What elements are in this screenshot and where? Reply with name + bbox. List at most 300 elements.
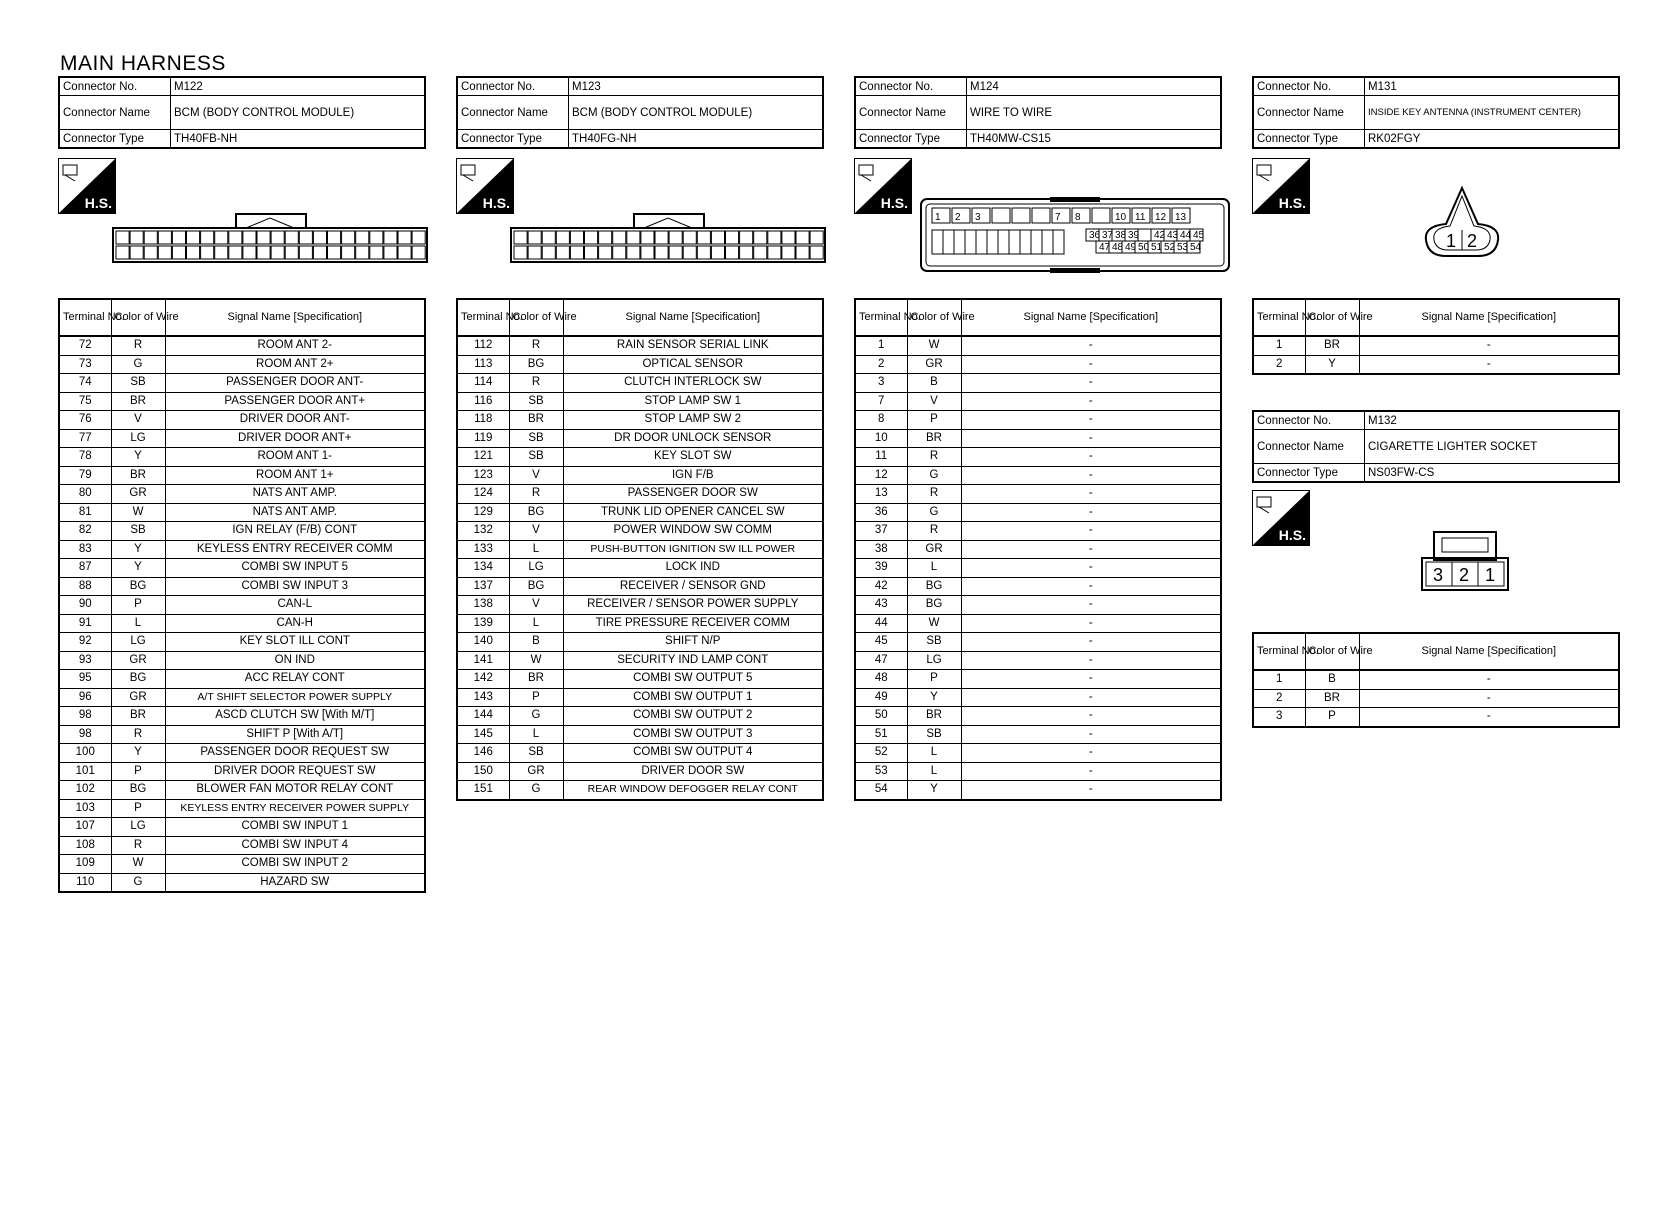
terminal-no-cell: 100 — [59, 744, 111, 763]
table-row — [855, 411, 1221, 430]
connector-pin — [384, 231, 397, 244]
connector-pin — [556, 231, 569, 244]
connector-pin — [810, 231, 823, 244]
wire-color-cell: GR — [111, 651, 165, 670]
wire-color-cell: SB — [111, 374, 165, 393]
table-row — [855, 540, 1221, 559]
connector-pin — [257, 246, 270, 259]
signal-name-cell: - — [1359, 670, 1619, 689]
terminal-no-cell: 39 — [855, 559, 907, 578]
connector-pin — [782, 231, 795, 244]
connector-type-label: Connector Type — [1253, 130, 1365, 149]
table-row — [457, 448, 823, 467]
signal-name-cell: - — [961, 411, 1221, 430]
connector-face-m132 — [1420, 528, 1512, 599]
terminal-no-cell: 52 — [855, 744, 907, 763]
connector-pin — [740, 246, 753, 259]
terminal-no-cell: 54 — [855, 781, 907, 800]
terminal-no-cell: 129 — [457, 503, 509, 522]
table-row — [59, 596, 425, 615]
table-row — [457, 336, 823, 355]
connector-pin-label: 37 — [1102, 230, 1114, 241]
terminal-no-cell: 72 — [59, 336, 111, 355]
signal-name-cell: - — [961, 577, 1221, 596]
terminal-no-cell: 101 — [59, 762, 111, 781]
connector-pin — [641, 231, 654, 244]
wire-color-cell: R — [509, 336, 563, 355]
terminal-no-cell: 12 — [855, 466, 907, 485]
terminal-no-cell: 36 — [855, 503, 907, 522]
connector-info-m132 — [1252, 410, 1620, 483]
wire-color-cell: L — [907, 744, 961, 763]
signal-name-cell: TRUNK LID OPENER CANCEL SW — [563, 503, 823, 522]
wire-color-cell: P — [509, 688, 563, 707]
wire-color-cell: BG — [907, 596, 961, 615]
connector-pin — [768, 231, 781, 244]
connector-pin — [697, 231, 710, 244]
table-row — [457, 355, 823, 374]
table-row — [1253, 689, 1619, 708]
connector-pin-label: 49 — [1125, 242, 1137, 253]
signal-name-cell: SHIFT N/P — [563, 633, 823, 652]
connector-pin — [585, 246, 598, 259]
signal-name-cell: - — [961, 596, 1221, 615]
signal-name-cell: - — [961, 614, 1221, 633]
connector-pin — [144, 231, 157, 244]
terminal-no-cell: 75 — [59, 392, 111, 411]
terminal-no-cell: 45 — [855, 633, 907, 652]
wire-color-cell: V — [509, 596, 563, 615]
terminal-no-cell: 143 — [457, 688, 509, 707]
connector-pin — [313, 246, 326, 259]
signal-name-cell: COMBI SW INPUT 5 — [165, 559, 425, 578]
wire-color-cell: GR — [907, 540, 961, 559]
connector-pin — [1032, 208, 1050, 223]
connector-pin — [782, 246, 795, 259]
terminal-no-cell: 144 — [457, 707, 509, 726]
wire-color-cell: B — [1305, 670, 1359, 689]
table-row — [855, 688, 1221, 707]
signal-name-cell: HAZARD SW — [165, 873, 425, 892]
connector-pin — [542, 246, 555, 259]
hs-icon: H.S. — [1252, 490, 1310, 546]
connector-pin — [384, 246, 397, 259]
terminal-no-cell: 113 — [457, 355, 509, 374]
table-row — [457, 411, 823, 430]
wire-color-cell: G — [111, 355, 165, 374]
terminal-no-cell: 138 — [457, 596, 509, 615]
connector-pin — [328, 246, 341, 259]
wire-color-cell: G — [907, 466, 961, 485]
terminal-no-cell: 53 — [855, 762, 907, 781]
connector-pin-label: 51 — [1151, 242, 1163, 253]
terminal-no-cell: 42 — [855, 577, 907, 596]
terminal-no-header: Terminal No. — [59, 299, 111, 336]
connector-pin-label: 45 — [1193, 230, 1205, 241]
connector-pin — [987, 230, 998, 254]
wire-color-cell: V — [509, 522, 563, 541]
wire-color-cell: GR — [111, 485, 165, 504]
connector-no-label: Connector No. — [1253, 411, 1365, 430]
connector-pin — [356, 231, 369, 244]
table-row — [855, 762, 1221, 781]
signal-name-cell: - — [1359, 355, 1619, 374]
signal-name-cell: - — [961, 503, 1221, 522]
wire-color-cell: BR — [111, 466, 165, 485]
wire-color-cell: R — [111, 836, 165, 855]
terminal-no-header: Terminal No. — [457, 299, 509, 336]
connector-pin-label: 10 — [1115, 212, 1127, 223]
terminal-no-cell: 102 — [59, 781, 111, 800]
m131-pin-label: 1 — [1446, 231, 1457, 251]
connector-no-value: M131 — [1365, 77, 1620, 96]
wire-color-cell: SB — [509, 429, 563, 448]
wire-color-cell: BG — [509, 577, 563, 596]
wire-color-cell: SB — [907, 633, 961, 652]
terminal-no-header: Terminal No. — [855, 299, 907, 336]
signal-name-cell: RECEIVER / SENSOR POWER SUPPLY — [563, 596, 823, 615]
signal-name-cell: DRIVER DOOR REQUEST SW — [165, 762, 425, 781]
connector-pin — [796, 246, 809, 259]
signal-name-cell: - — [961, 633, 1221, 652]
signal-name-cell: COMBI SW INPUT 1 — [165, 818, 425, 837]
connector-type-value: NS03FW-CS — [1365, 464, 1620, 483]
wire-color-cell: BR — [907, 429, 961, 448]
connector-pin — [229, 231, 242, 244]
signal-name-cell: CLUTCH INTERLOCK SW — [563, 374, 823, 393]
table-row — [855, 725, 1221, 744]
table-row — [855, 596, 1221, 615]
connector-name-value: BCM (BODY CONTROL MODULE) — [569, 96, 824, 130]
connector-pin — [768, 246, 781, 259]
terminal-no-cell: 110 — [59, 873, 111, 892]
connector-pin — [130, 231, 143, 244]
connector-pin — [726, 246, 739, 259]
wire-color-cell: W — [907, 614, 961, 633]
wire-color-cell: Y — [111, 744, 165, 763]
connector-pin — [954, 230, 965, 254]
wire-color-cell: P — [907, 411, 961, 430]
signal-name-cell: ON IND — [165, 651, 425, 670]
wire-color-cell: BR — [111, 392, 165, 411]
terminal-no-cell: 121 — [457, 448, 509, 467]
wire-color-cell: P — [1305, 708, 1359, 727]
connector-name-label: Connector Name — [457, 96, 569, 130]
connector-pin-label: 1 — [935, 212, 941, 223]
terminal-no-cell: 107 — [59, 818, 111, 837]
hs-icon: H.S. — [456, 158, 514, 214]
terminal-table-m132 — [1252, 632, 1620, 728]
signal-name-cell: - — [961, 374, 1221, 393]
wire-color-cell: W — [907, 336, 961, 355]
connector-pin — [342, 231, 355, 244]
terminal-no-cell: 11 — [855, 448, 907, 467]
wire-color-cell: BR — [509, 670, 563, 689]
table-row — [1253, 708, 1619, 727]
wire-color-cell: G — [111, 873, 165, 892]
wire-color-cell: W — [111, 503, 165, 522]
connector-pin — [943, 230, 954, 254]
table-row — [59, 725, 425, 744]
wire-color-cell: R — [907, 485, 961, 504]
signal-name-cell: COMBI SW INPUT 3 — [165, 577, 425, 596]
terminal-no-cell: 140 — [457, 633, 509, 652]
table-row — [59, 392, 425, 411]
table-row — [457, 744, 823, 763]
connector-pin-label: 3 — [975, 212, 981, 223]
wire-color-cell: BG — [509, 503, 563, 522]
signal-name-cell: KEY SLOT SW — [563, 448, 823, 467]
table-row — [457, 670, 823, 689]
terminal-no-cell: 50 — [855, 707, 907, 726]
table-row — [855, 614, 1221, 633]
terminal-no-cell: 80 — [59, 485, 111, 504]
wire-color-cell: V — [509, 466, 563, 485]
connector-pin — [976, 230, 987, 254]
connector-no-value: M122 — [171, 77, 426, 96]
signal-name-cell: ROOM ANT 2- — [165, 336, 425, 355]
terminal-table-m124 — [854, 298, 1222, 801]
table-row — [457, 577, 823, 596]
table-row — [457, 596, 823, 615]
connector-name-label: Connector Name — [1253, 96, 1365, 130]
signal-name-cell: RECEIVER / SENSOR GND — [563, 577, 823, 596]
terminal-no-cell: 10 — [855, 429, 907, 448]
connector-pin — [229, 246, 242, 259]
signal-name-cell: - — [961, 744, 1221, 763]
table-row — [59, 614, 425, 633]
signal-name-cell: CAN-L — [165, 596, 425, 615]
wire-color-cell: BR — [907, 707, 961, 726]
terminal-no-cell: 141 — [457, 651, 509, 670]
table-row — [1253, 355, 1619, 374]
connector-pin — [172, 231, 185, 244]
table-row — [59, 651, 425, 670]
signal-name-cell: BLOWER FAN MOTOR RELAY CONT — [165, 781, 425, 800]
wire-color-cell: Y — [1305, 355, 1359, 374]
wire-color-cell: R — [907, 522, 961, 541]
terminal-no-cell: 103 — [59, 799, 111, 818]
table-row — [59, 336, 425, 355]
signal-name-cell: - — [961, 336, 1221, 355]
connector-pin — [992, 208, 1010, 223]
wire-color-cell: LG — [509, 559, 563, 578]
signal-name-cell: KEYLESS ENTRY RECEIVER POWER SUPPLY — [165, 799, 425, 818]
connector-pin-label: 47 — [1099, 242, 1111, 253]
connector-pin — [215, 246, 228, 259]
table-row — [855, 651, 1221, 670]
signal-name-cell: LOCK IND — [563, 559, 823, 578]
wire-color-cell: R — [509, 485, 563, 504]
signal-name-cell: - — [1359, 689, 1619, 708]
connector-pin — [1012, 208, 1030, 223]
signal-name-cell: DRIVER DOOR SW — [563, 762, 823, 781]
terminal-no-cell: 98 — [59, 707, 111, 726]
connector-pin — [655, 246, 668, 259]
connector-pin — [599, 246, 612, 259]
connector-pin — [627, 246, 640, 259]
signal-name-cell: - — [961, 485, 1221, 504]
connector-pin — [683, 246, 696, 259]
signal-name-cell: - — [961, 707, 1221, 726]
connector-pin — [1009, 230, 1020, 254]
terminal-no-cell: 96 — [59, 688, 111, 707]
connector-face-m123 — [510, 212, 828, 271]
connector-pin-label: 42 — [1154, 230, 1166, 241]
wire-color-cell: SB — [111, 522, 165, 541]
signal-name-cell: REAR WINDOW DEFOGGER RELAY CONT — [563, 781, 823, 800]
connector-pin — [158, 246, 171, 259]
connector-name-label: Connector Name — [1253, 430, 1365, 464]
wire-color-cell: G — [907, 503, 961, 522]
signal-name-cell: TIRE PRESSURE RECEIVER COMM — [563, 614, 823, 633]
terminal-no-cell: 8 — [855, 411, 907, 430]
signal-name-cell: KEYLESS ENTRY RECEIVER COMM — [165, 540, 425, 559]
signal-name-cell: - — [961, 781, 1221, 800]
connector-pin — [130, 246, 143, 259]
table-row — [1253, 336, 1619, 355]
terminal-no-cell: 132 — [457, 522, 509, 541]
signal-name-cell: STOP LAMP SW 2 — [563, 411, 823, 430]
wire-color-cell: L — [111, 614, 165, 633]
terminal-no-cell: 78 — [59, 448, 111, 467]
signal-name-cell: DR DOOR UNLOCK SENSOR — [563, 429, 823, 448]
terminal-table-m131 — [1252, 298, 1620, 375]
signal-name-cell: - — [961, 429, 1221, 448]
wire-color-cell: P — [111, 596, 165, 615]
connector-pin — [514, 231, 527, 244]
connector-pin — [1138, 229, 1151, 241]
wire-color-cell: Y — [111, 448, 165, 467]
connector-type-value: RK02FGY — [1365, 130, 1620, 149]
terminal-no-cell: 91 — [59, 614, 111, 633]
table-row — [457, 633, 823, 652]
table-row — [457, 374, 823, 393]
terminal-no-cell: 44 — [855, 614, 907, 633]
connector-pin — [528, 231, 541, 244]
signal-name-header: Signal Name [Specification] — [1359, 299, 1619, 336]
connector-pin — [542, 231, 555, 244]
table-row — [855, 374, 1221, 393]
table-row — [457, 503, 823, 522]
connector-pin — [187, 246, 200, 259]
table-row — [59, 429, 425, 448]
wire-color-cell: LG — [111, 633, 165, 652]
signal-name-cell: IGN RELAY (F/B) CONT — [165, 522, 425, 541]
connector-pin — [116, 231, 129, 244]
signal-name-cell: - — [961, 688, 1221, 707]
connector-pin — [328, 231, 341, 244]
wire-color-cell: BG — [111, 670, 165, 689]
connector-pin — [144, 246, 157, 259]
terminal-no-cell: 116 — [457, 392, 509, 411]
signal-name-cell: PASSENGER DOOR REQUEST SW — [165, 744, 425, 763]
connector-info-m124 — [854, 76, 1222, 149]
connector-no-value: M124 — [967, 77, 1222, 96]
table-row — [855, 559, 1221, 578]
table-row — [457, 725, 823, 744]
terminal-no-cell: 90 — [59, 596, 111, 615]
table-row — [457, 707, 823, 726]
connector-pin — [754, 246, 767, 259]
terminal-no-cell: 43 — [855, 596, 907, 615]
connector-pin-label: 12 — [1155, 212, 1167, 223]
terminal-no-cell: 3 — [855, 374, 907, 393]
signal-name-cell: - — [961, 466, 1221, 485]
connector-name-value: WIRE TO WIRE — [967, 96, 1222, 130]
connector-name-value: CIGARETTE LIGHTER SOCKET — [1365, 430, 1620, 464]
terminal-table-m123 — [456, 298, 824, 801]
connector-pin-label: 11 — [1135, 212, 1146, 223]
connector-pin-label: 48 — [1112, 242, 1124, 253]
terminal-no-cell: 93 — [59, 651, 111, 670]
connector-pin-label: 43 — [1167, 230, 1179, 241]
wire-color-cell: P — [907, 670, 961, 689]
connector-pin-label: 39 — [1128, 230, 1140, 241]
terminal-no-cell: 81 — [59, 503, 111, 522]
table-row — [855, 503, 1221, 522]
signal-name-cell: SECURITY IND LAMP CONT — [563, 651, 823, 670]
connector-face-m122 — [112, 212, 430, 271]
connector-pin — [514, 246, 527, 259]
wire-color-cell: Y — [111, 540, 165, 559]
connector-pin — [398, 246, 411, 259]
wire-color-cell: BG — [509, 355, 563, 374]
connector-pin — [285, 246, 298, 259]
connector-pin-label: 7 — [1055, 212, 1061, 223]
wire-color-cell: P — [111, 799, 165, 818]
terminal-no-header: Terminal No. — [1253, 299, 1305, 336]
connector-type-label: Connector Type — [1253, 464, 1365, 483]
connector-pin — [243, 231, 256, 244]
connector-pin — [556, 246, 569, 259]
connector-type-label: Connector Type — [457, 130, 569, 149]
connector-type-value: TH40MW-CS15 — [967, 130, 1222, 149]
table-row — [59, 540, 425, 559]
table-row — [457, 522, 823, 541]
wire-color-cell: B — [907, 374, 961, 393]
table-row — [59, 781, 425, 800]
connector-pin — [655, 231, 668, 244]
signal-name-cell: SHIFT P [With A/T] — [165, 725, 425, 744]
connector-no-value: M132 — [1365, 411, 1620, 430]
signal-name-cell: RAIN SENSOR SERIAL LINK — [563, 336, 823, 355]
wire-color-cell: R — [111, 336, 165, 355]
wire-color-cell: GR — [111, 688, 165, 707]
connector-pin — [570, 231, 583, 244]
m132-pin-label: 3 — [1433, 565, 1444, 585]
table-row — [457, 485, 823, 504]
signal-name-cell: - — [961, 651, 1221, 670]
color-of-wire-header: Color of Wire — [509, 299, 563, 336]
table-row — [457, 466, 823, 485]
terminal-no-cell: 150 — [457, 762, 509, 781]
terminal-no-cell: 2 — [1253, 689, 1305, 708]
wire-color-cell: LG — [907, 651, 961, 670]
connector-type-label: Connector Type — [59, 130, 171, 149]
terminal-no-cell: 145 — [457, 725, 509, 744]
wire-color-cell: GR — [907, 355, 961, 374]
table-row — [457, 688, 823, 707]
signal-name-header: Signal Name [Specification] — [1359, 633, 1619, 670]
connector-pin — [1020, 230, 1031, 254]
connector-info-m131 — [1252, 76, 1620, 149]
signal-name-cell: COMBI SW OUTPUT 4 — [563, 744, 823, 763]
connector-pin — [299, 246, 312, 259]
connector-pin-label: 38 — [1115, 230, 1127, 241]
connector-pin — [810, 246, 823, 259]
connector-pin — [412, 231, 425, 244]
